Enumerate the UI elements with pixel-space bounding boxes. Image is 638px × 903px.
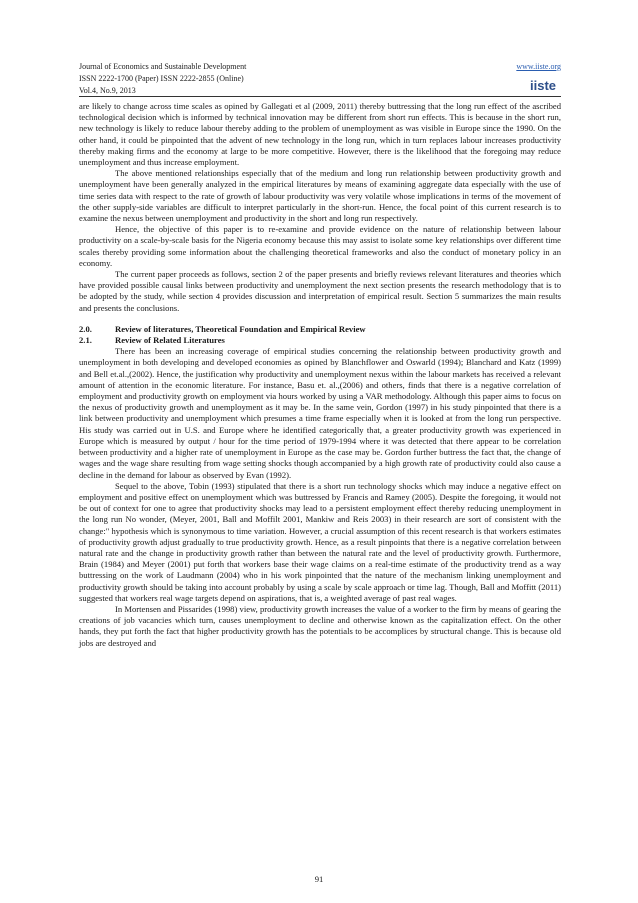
section-number: 2.0.	[79, 323, 92, 334]
journal-url-link[interactable]: www.iiste.org	[516, 62, 561, 71]
page-number: 91	[314, 874, 324, 884]
paragraph-7: In Mortensen and Pissarides (1998) view, productivity growth increases the value of a worker to the firm by means of gearing the creations of job vacancies which turn, causes unemployment to decline and otherwise known as the capitalization effect. On the other hands, they put forth the fact that higher productivity growth has the potentials to be accomplices by structural change. This is because old jobs are destroyed and	[79, 603, 561, 648]
logo-text: iiste	[529, 78, 557, 93]
section-title: Review of literatures, Theoretical Foundation and Empirical Review	[115, 323, 366, 334]
journal-issn: ISSN 2222-1700 (Paper) ISSN 2222-2855 (Online)	[79, 74, 244, 83]
paragraph-6: Sequel to the above, Tobin (1993) stipulated that there is a short run technology shocks which may induce a negative effect on employment and positive effect on unemployment which was buttressed by Francis and Ramey (2005). Despite the foregoing, it would not be out of context for one to agree that productivity shocks may lead to a persistent employment effect thereby reducing unemployment in the long run No wonder, (Meyer, 2001, Ball and Moffilt 2001, Mankiw and Reis 2003) in their research are sort of consistent with the change:" hypothesis which is synonymous to time variation. However, a crucial assumption of this recent research is that workers estimates of productivity growth adjust gradually to true productivity growth. Hence, as a result pinpoints that there is a negative correlation between natural rate and the change in productivity growth rather than between the natural rate and the level of productivity growth. Furthermore, Brain (1984) and Meyer (2001) put forth that workers base their wage claims on a real-time estimate of the productivity trend as a way buttressing on the work of Laudmann (2004) who in his work pinpointed that the nature of the mechanism linking unemployment and productivity growth should be taking into account probably by using a scale by scale approach or time lag. Though, Ball and Moffitt (2011) suggested that workers real wage targets depend on aspirations, that is, a weighted average of past real wages.	[79, 480, 561, 603]
article-body	[79, 101, 561, 649]
iiste-logo	[525, 74, 561, 96]
paragraph-4: The current paper proceeds as follows, section 2 of the paper presents and briefly reviews relevant literatures and theories which have provided possible causal links between productivity and unemployment the next section presents the research methodology that is to be adopted by the study, while section 4 provides discussion and interpretation of empirical result. Section 5 summarizes the main results and presents the conclusions.	[79, 269, 561, 313]
section-heading-2-0	[79, 324, 561, 335]
paragraph-2: The above mentioned relationships especially that of the medium and long run relationship between productivity growth and unemployment have been generally analyzed in the empirical literatures by means of examining aggregate data especially with the use of time series data with respect to the rate of growth of labour productivity was very volatile whose implications in terms of the movement of the other supply-side variables are difficult to interpret particularly in the short-run. Hence, the focal point of this current research is to examine the nexus between unemployment and productivity in the short and long run respectively.	[79, 168, 561, 224]
section-title: Review of Related Literatures	[115, 335, 225, 346]
paragraph-3: Hence, the objective of this paper is to re-examine and provide evidence on the nature of relationship between labour productivity on a scale-by-scale basis for the Nigeria economy because this may assist to isolate some key relationships over different time scales thereby providing some information about the challenging theoretical frameworks and also the conduct of monetary policy in an economy.	[79, 224, 561, 268]
journal-title: Journal of Economics and Sustainable Development	[79, 62, 247, 71]
paragraph-1: are likely to change across time scales as opined by Gallegati et al (2009, 2011) thereby buttressing that the long run effect of the ascribed technological decision which is informed by technical innovation may be different from short run effects. This is because in the short run, new technology is likely to reduce labour thereby adding to the problem of unemployment as was visible in Europe since the 1990. On the other hand, it could be pinpointed that the advent of new technology in the long run, which in turn replaces labour increases productivity thereby making firms and the economy at large to be more competitive. However, there is the likelihood that the foregoing may reduce unemployment and thus increase employment.	[79, 101, 561, 168]
header-rule	[79, 96, 561, 97]
journal-header	[79, 61, 561, 97]
paragraph-5: There has been an increasing coverage of empirical studies concerning the relationship between productivity growth and unemployment in both developing and developed economies as opined by Blanchflower and Oswarld (1994); Blanchard and Katz (1999) and Bell et.al.,(2002). Hence, the justification why productivity and unemployment nexus within the labour markets has received a relevant amount of attention in the economic literature. For instance, Basu et. al.,(2006) and others, finds that there is a negative correlation of employment and productivity growth on employment via hours worked by using a VAR methodology. Although this paper aims to focus on the nexus of productivity growth and unemployment as it may be. In the same vein, Gordon (1997) in his study pinpointed that there is a link between productivity and unemployment which presumes a time frame especially when it is looked at from the long run perspective. His study was carried out in U.S. and Europe where he identified categorically that, a greater productivity growth was experienced in Europe which is measured by output / hour for the time period of 1979-1994 where it was detected that there appear to be correlation between productivity and a higher rate of unemployment in Europe as the case may be. Gordon further buttress the fact that, the change of wages and the wage share resulting from wage setting shocks though accompanied by a high growth rate of productivity could also cause a decline in the demand for labour as observed by Evan (1992).	[79, 346, 561, 480]
section-number: 2.1.	[79, 335, 92, 346]
section-heading-2-1	[79, 335, 561, 346]
journal-volume: Vol.4, No.9, 2013	[79, 86, 136, 95]
